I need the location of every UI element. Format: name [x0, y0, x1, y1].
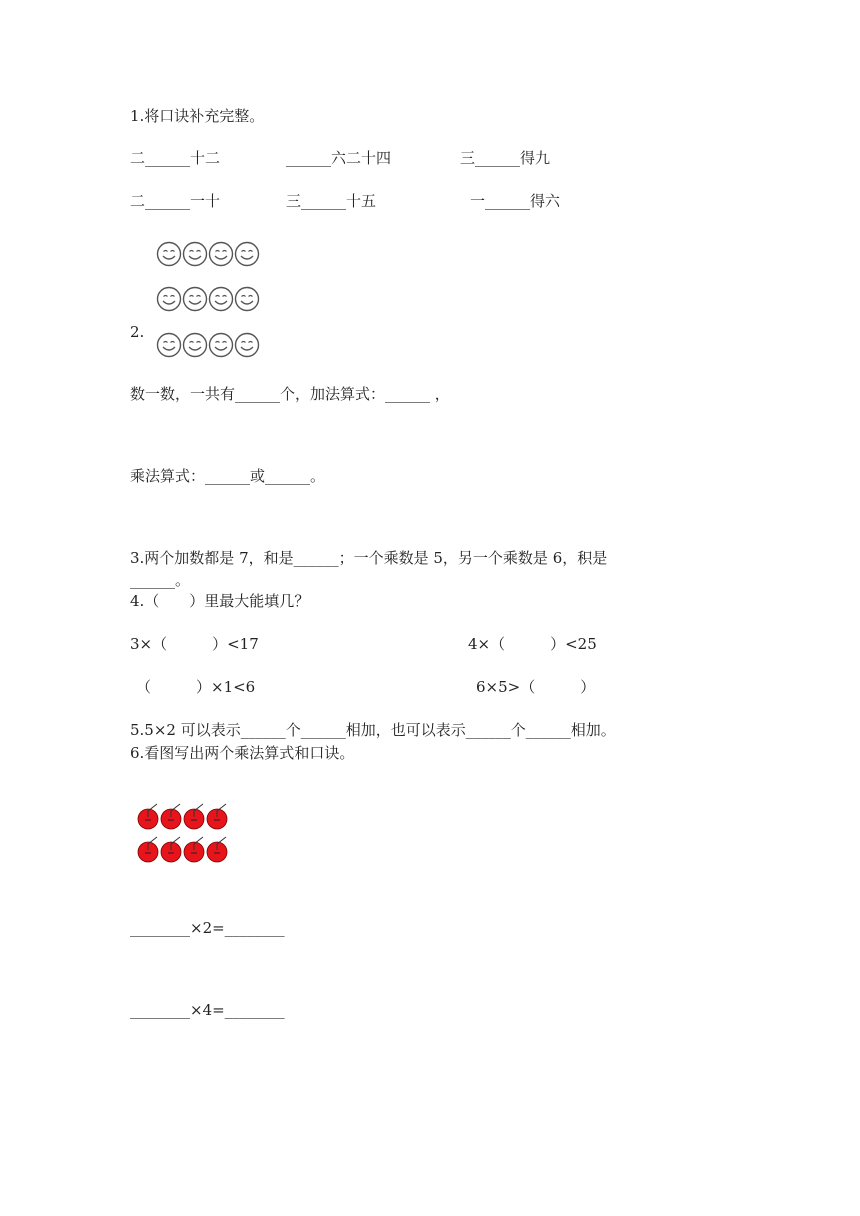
- q5-text: 5.5×2 可以表示______个______相加，也可以表示______个______相加。: [130, 721, 616, 739]
- q1-r2-a: 二______一十: [130, 192, 221, 210]
- q4-c: （ ）×1<6: [136, 678, 256, 696]
- smiley-row-1: [156, 241, 260, 271]
- q2-number: 2.: [130, 323, 145, 341]
- smiley-face-icon: [182, 241, 208, 271]
- q6-eq2: ________×4=________: [130, 1001, 285, 1019]
- q3-line1: 3.两个加数都是 7，和是______；一个乘数是 5，另一个乘数是 6，积是: [130, 549, 608, 567]
- q4-title: 4.（ ）里最大能填几？: [130, 592, 310, 610]
- q4-a: 3×（ ）<17: [130, 635, 259, 653]
- smiley-row-2: [156, 286, 260, 316]
- q6-title: 6.看图写出两个乘法算式和口诀。: [130, 744, 355, 762]
- red-cherry-icon: [138, 837, 158, 862]
- smiley-face-icon: [208, 241, 234, 271]
- q1-r2-c: 一______得六: [470, 192, 561, 210]
- q1-title: 1.将口诀补充完整。: [130, 107, 265, 125]
- smiley-face-icon: [182, 332, 208, 362]
- red-cherry-icon: [161, 837, 181, 862]
- q4-d: 6×5>（ ）: [476, 678, 596, 696]
- smiley-face-icon: [234, 241, 260, 271]
- q1-r1-c: 三______得九: [460, 149, 551, 167]
- q1-r1-b: ______六二十四: [286, 149, 392, 167]
- q2-line2: 乘法算式：______或______。: [130, 467, 326, 485]
- smiley-face-icon: [234, 332, 260, 362]
- red-cherry-icon: [138, 804, 158, 829]
- red-cherry-icon: [207, 837, 227, 862]
- red-cherry-icon: [184, 837, 204, 862]
- q4-b: 4×（ ）<25: [468, 635, 597, 653]
- red-cherry-icon: [161, 804, 181, 829]
- cherry-grid: [130, 800, 234, 868]
- smiley-face-icon: [156, 332, 182, 362]
- red-cherry-icon: [207, 804, 227, 829]
- red-cherry-icon: [184, 804, 204, 829]
- smiley-face-icon: [156, 286, 182, 316]
- smiley-row-3: [156, 332, 260, 362]
- q3-line2: ______。: [130, 571, 191, 589]
- smiley-face-icon: [156, 241, 182, 271]
- smiley-face-icon: [208, 286, 234, 316]
- smiley-face-icon: [208, 332, 234, 362]
- q1-r1-a: 二______十二: [130, 149, 221, 167]
- q6-eq1: ________×2=________: [130, 919, 285, 937]
- smiley-face-icon: [182, 286, 208, 316]
- q2-line1: 数一数，一共有______个，加法算式：______ ，: [130, 385, 450, 403]
- smiley-face-icon: [234, 286, 260, 316]
- q1-r2-b: 三______十五: [286, 192, 377, 210]
